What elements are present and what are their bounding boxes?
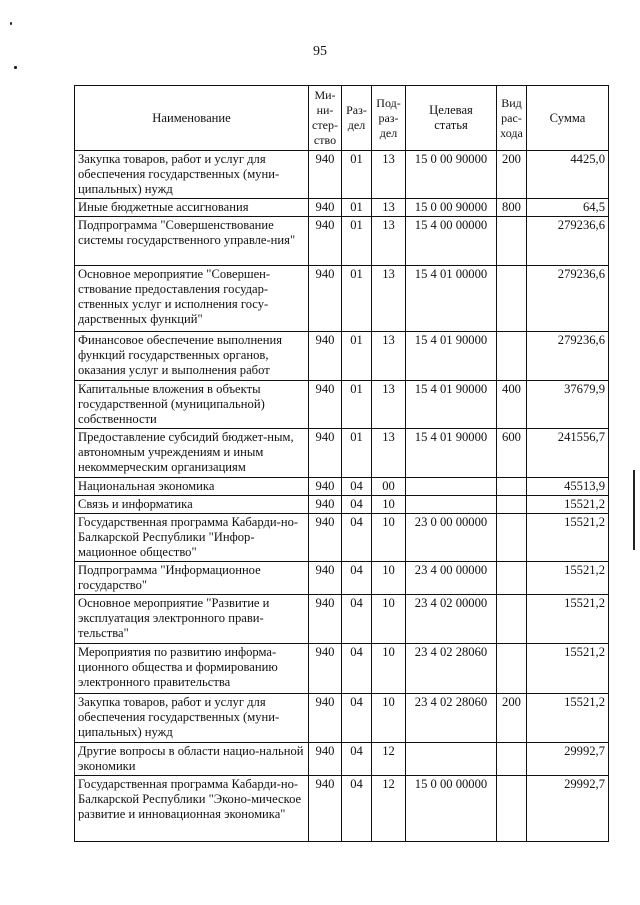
row-ministry: 940	[309, 199, 342, 217]
table-row	[75, 332, 609, 381]
row-subsection: 13	[372, 199, 406, 217]
row-expense-type: 400	[497, 381, 527, 429]
row-ministry: 940	[309, 776, 342, 842]
table-row	[75, 776, 609, 842]
row-ministry: 940	[309, 332, 342, 381]
row-expense-type	[497, 743, 527, 776]
row-ministry: 940	[309, 562, 342, 595]
row-name: Закупка товаров, работ и услуг для обеспечения государственных (муни-ципальных) нужд	[75, 151, 309, 199]
row-name: Иные бюджетные ассигнования	[75, 199, 309, 217]
row-subsection: 13	[372, 381, 406, 429]
table-row	[75, 644, 609, 694]
row-target: 15 4 01 90000	[406, 381, 497, 429]
row-target: 23 4 02 28060	[406, 694, 497, 743]
row-sum: 29992,7	[527, 776, 609, 842]
row-section: 04	[342, 694, 372, 743]
table-row	[75, 514, 609, 562]
row-ministry: 940	[309, 217, 342, 266]
table-row	[75, 217, 609, 266]
row-name: Финансовое обеспечение выполнения функций государственных органов, оказания услуг и выполнения работ	[75, 332, 309, 381]
row-name: Закупка товаров, работ и услуг для обеспечения государственных (муни-ципальных) нужд	[75, 694, 309, 743]
row-name: Основное мероприятие "Развитие и эксплуатация электронного прави-тельства"	[75, 595, 309, 644]
row-name: Национальная экономика	[75, 478, 309, 496]
row-target: 23 4 02 00000	[406, 595, 497, 644]
row-ministry: 940	[309, 266, 342, 332]
row-sum: 4425,0	[527, 151, 609, 199]
row-ministry: 940	[309, 694, 342, 743]
row-target: 23 0 00 00000	[406, 514, 497, 562]
row-sum: 15521,2	[527, 562, 609, 595]
row-target	[406, 743, 497, 776]
row-section: 01	[342, 381, 372, 429]
scan-speck	[10, 22, 12, 25]
row-sum: 29992,7	[527, 743, 609, 776]
row-ministry: 940	[309, 381, 342, 429]
row-sum: 64,5	[527, 199, 609, 217]
header-name: Наименование	[75, 86, 309, 151]
budget-table	[74, 85, 609, 842]
header-subsection: Под- раз- дел	[372, 86, 406, 151]
row-target: 15 4 01 90000	[406, 429, 497, 478]
row-ministry: 940	[309, 514, 342, 562]
row-section: 01	[342, 199, 372, 217]
row-target	[406, 478, 497, 496]
row-subsection: 00	[372, 478, 406, 496]
row-sum: 15521,2	[527, 644, 609, 694]
header-expense-type: Вид рас- хода	[497, 86, 527, 151]
row-section: 04	[342, 644, 372, 694]
table-body	[75, 151, 609, 842]
row-name: Предоставление субсидий бюджет-ным, автономным учреждениям и иным некоммерческим организациям	[75, 429, 309, 478]
row-section: 04	[342, 562, 372, 595]
row-target: 15 0 00 90000	[406, 199, 497, 217]
row-name: Основное мероприятие "Совершен-ствование предоставления государ-ственных услуг и исполнения госу-дарственных функций"	[75, 266, 309, 332]
row-target: 15 4 01 00000	[406, 266, 497, 332]
table-row	[75, 429, 609, 478]
row-expense-type	[497, 644, 527, 694]
row-ministry: 940	[309, 151, 342, 199]
row-expense-type: 200	[497, 694, 527, 743]
row-subsection: 13	[372, 266, 406, 332]
row-ministry: 940	[309, 429, 342, 478]
header-section: Раз- дел	[342, 86, 372, 151]
row-subsection: 12	[372, 743, 406, 776]
row-expense-type	[497, 496, 527, 514]
row-target: 23 4 00 00000	[406, 562, 497, 595]
row-name: Подпрограмма "Информационное государство"	[75, 562, 309, 595]
row-ministry: 940	[309, 496, 342, 514]
row-sum: 279236,6	[527, 266, 609, 332]
row-target: 15 0 00 00000	[406, 776, 497, 842]
page-number: 95	[313, 44, 327, 59]
table-row	[75, 595, 609, 644]
row-name: Подпрограмма "Совершенствование системы государственного управле-ния"	[75, 217, 309, 266]
row-subsection: 10	[372, 562, 406, 595]
row-ministry: 940	[309, 478, 342, 496]
row-ministry: 940	[309, 743, 342, 776]
table-row	[75, 478, 609, 496]
table-row	[75, 694, 609, 743]
row-expense-type: 600	[497, 429, 527, 478]
row-target	[406, 496, 497, 514]
row-subsection: 10	[372, 514, 406, 562]
row-section: 01	[342, 429, 372, 478]
row-ministry: 940	[309, 595, 342, 644]
row-sum: 15521,2	[527, 514, 609, 562]
table-row	[75, 562, 609, 595]
row-expense-type	[497, 776, 527, 842]
row-section: 01	[342, 266, 372, 332]
row-expense-type	[497, 514, 527, 562]
row-subsection: 13	[372, 429, 406, 478]
row-sum: 15521,2	[527, 694, 609, 743]
row-expense-type	[497, 562, 527, 595]
row-subsection: 13	[372, 151, 406, 199]
row-sum: 15521,2	[527, 496, 609, 514]
row-sum: 37679,9	[527, 381, 609, 429]
row-sum: 241556,7	[527, 429, 609, 478]
row-section: 01	[342, 151, 372, 199]
scan-speck	[14, 66, 17, 69]
row-subsection: 12	[372, 776, 406, 842]
header-row	[75, 86, 609, 151]
row-target: 23 4 02 28060	[406, 644, 497, 694]
row-target: 15 4 00 00000	[406, 217, 497, 266]
table-row	[75, 496, 609, 514]
row-name: Другие вопросы в области нацио-нальной экономики	[75, 743, 309, 776]
header-ministry: Ми- ни- стер- ство	[309, 86, 342, 151]
row-expense-type	[497, 266, 527, 332]
row-expense-type	[497, 217, 527, 266]
row-name: Мероприятия по развитию информа-ционного общества и формированию электронного правительства	[75, 644, 309, 694]
row-expense-type: 200	[497, 151, 527, 199]
table-row	[75, 151, 609, 199]
row-name: Связь и информатика	[75, 496, 309, 514]
row-section: 04	[342, 496, 372, 514]
row-sum: 279236,6	[527, 217, 609, 266]
table-row	[75, 381, 609, 429]
row-subsection: 10	[372, 595, 406, 644]
row-ministry: 940	[309, 644, 342, 694]
table-row	[75, 266, 609, 332]
row-name: Государственная программа Кабарди-но-Балкарской Республики "Эконо-мическое развитие и инновационная экономика"	[75, 776, 309, 842]
row-expense-type	[497, 595, 527, 644]
row-section: 04	[342, 514, 372, 562]
header-target: Целевая статья	[406, 86, 497, 151]
row-subsection: 10	[372, 694, 406, 743]
row-target: 15 0 00 90000	[406, 151, 497, 199]
row-section: 01	[342, 217, 372, 266]
table-row	[75, 743, 609, 776]
row-expense-type	[497, 478, 527, 496]
row-subsection: 10	[372, 644, 406, 694]
row-expense-type	[497, 332, 527, 381]
row-section: 04	[342, 743, 372, 776]
row-sum: 45513,9	[527, 478, 609, 496]
row-section: 01	[342, 332, 372, 381]
row-name: Государственная программа Кабарди-но-Балкарской Республики "Инфор-мационное общество"	[75, 514, 309, 562]
row-subsection: 13	[372, 217, 406, 266]
row-section: 04	[342, 776, 372, 842]
row-target: 15 4 01 90000	[406, 332, 497, 381]
table-row	[75, 199, 609, 217]
row-section: 04	[342, 478, 372, 496]
row-sum: 15521,2	[527, 595, 609, 644]
row-subsection: 10	[372, 496, 406, 514]
scan-edge-line	[633, 470, 635, 550]
row-sum: 279236,6	[527, 332, 609, 381]
row-section: 04	[342, 595, 372, 644]
row-subsection: 13	[372, 332, 406, 381]
row-expense-type: 800	[497, 199, 527, 217]
header-sum: Сумма	[527, 86, 609, 151]
row-name: Капитальные вложения в объекты государственной (муниципальной) собственности	[75, 381, 309, 429]
